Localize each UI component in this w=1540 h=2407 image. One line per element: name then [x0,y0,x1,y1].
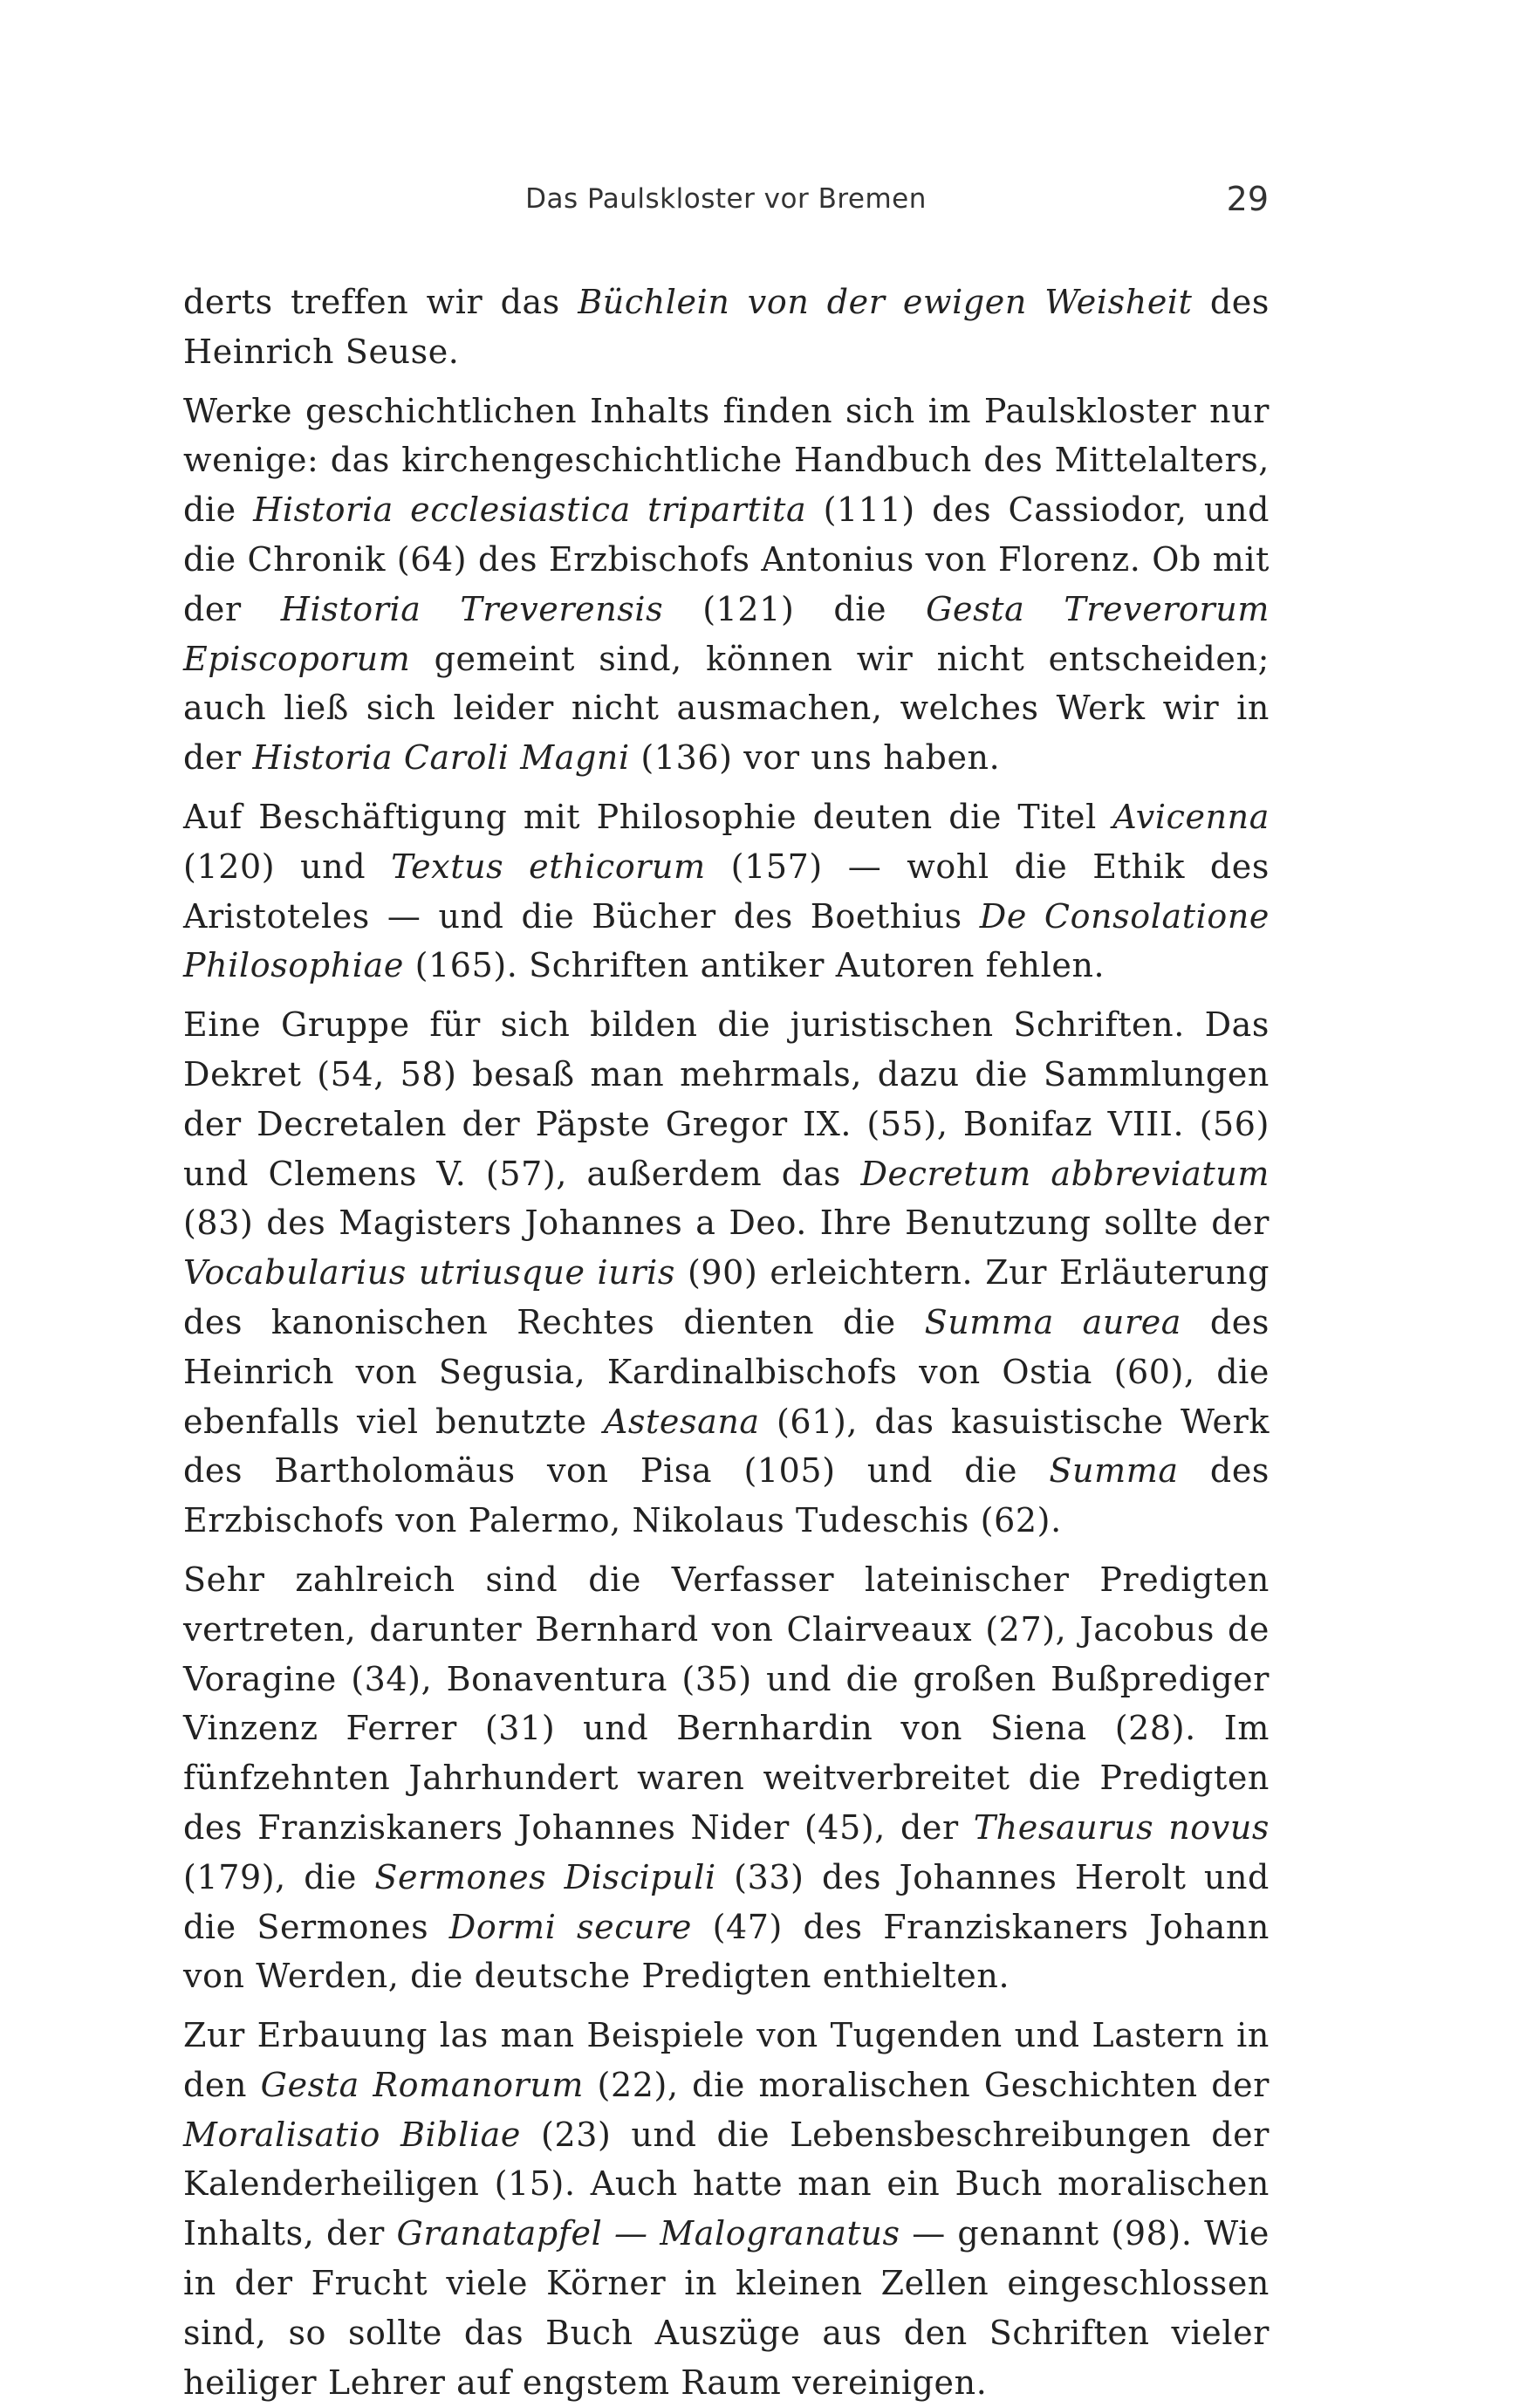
italic-title-text: Decretum abbreviatum [860,1154,1270,1193]
italic-title-text: De Consolatione Philosophiae [183,896,1270,985]
text-run: — genannt (98). Wie in der Frucht viele Körner in kleinen Zellen eingeschlossen sind, so sollte das Buch Auszüge aus den Schriften vieler heiliger Lehrer auf engstem Raum vereinigen. [183,2214,1270,2402]
text-run: Sehr zahlreich sind die Verfasser lateinischer Predigten vertreten, darunter Bernhard von Clairveaux (27), Jacobus de Voragine (34), Bonaventura (35) und die großen Bußprediger Vinzenz Ferrer (31) und Bernhardin von Siena (28). Im fünfzehnten Jahrhundert waren weitverbreitet die Predigten des Franziskaners Johannes Nider (45), der [183,1560,1270,1847]
text-run: derts treffen wir das [183,283,578,321]
text-run: (22), die moralischen Geschichten der [584,2065,1270,2104]
running-head [183,180,1269,227]
italic-title-text: Summa [1049,1451,1179,1491]
text-run: (157) — wohl die Ethik des Aristoteles — und die Bücher des Boethius [183,847,1270,936]
text-run: (179), die [183,1857,375,1896]
italic-title-text: Granatapfel — Malogranatus [396,2214,900,2253]
italic-title-text: Historia Caroli Magni [252,738,630,778]
running-title: Das Paulskloster vor Bremen [525,183,927,215]
italic-title-text: Dormi secure [448,1907,693,1946]
italic-title-text: Gesta Romanorum [260,2065,585,2104]
paragraph-2 [183,387,1270,783]
italic-title-text: Summa aurea [924,1302,1182,1341]
italic-title-text: Avicenna [1112,797,1270,836]
text-run: Werke geschichtlichen Inhalts finden sich im Paulskloster nur wenige: das kirchengeschichtliche Handbuch des Mittelalters, die [183,391,1270,530]
text-run: Zur Erbauung las man Beispiele von Tugenden und Lastern in den [183,2016,1270,2104]
text-run: (165). Schriften antiker Autoren fehlen. [403,946,1105,985]
text-run: (61), das kasuistische Werk des Bartholomäus von Pisa (105) und die [183,1402,1270,1491]
text-run: (23) und die Lebensbeschreibungen der Kalenderheiligen (15). Auch hatte man ein Buch moralischen Inhalts, der [183,2115,1270,2253]
paragraph-6 [183,2011,1270,2407]
body-text [183,278,1270,2407]
paragraph-3 [183,792,1270,991]
text-run: (136) vor uns haben. [629,738,1001,778]
italic-title-text: Büchlein von der ewigen Weisheit [578,283,1193,321]
paragraph-1 [183,278,1270,377]
text-run: des Heinrich Seuse. [183,283,1270,371]
italic-title-text: Vocabularius utriusque iuris [183,1253,675,1293]
text-run: (120) und [183,847,392,886]
italic-title-text: Textus ethicorum [391,847,706,886]
text-run: des Heinrich von Segusia, Kardinalbischofs von Ostia (60), die ebenfalls viel benutzte [183,1302,1270,1441]
italic-title-text: Sermones Discipuli [374,1857,716,1896]
italic-title-text: Gesta Treverorum Episcoporum [183,589,1270,678]
paragraph-5 [183,1555,1270,2001]
text-run: (33) des Johannes Herolt und die Sermones [183,1857,1270,1946]
italic-title-text: Moralisatio Bibliae [183,2115,522,2154]
italic-title-text: Historia ecclesiastica tripartita [253,490,807,530]
text-run: gemeint sind, können wir nicht entscheiden; auch ließ sich leider nicht ausmachen, welches Werk wir in der [183,639,1270,778]
text-run: (111) des Cassiodor, und die Chronik (64) des Erzbischofs Antonius von Florenz. Ob mit der [183,490,1270,628]
italic-title-text: Thesaurus novus [973,1807,1270,1847]
text-run: Eine Gruppe für sich bilden die juristischen Schriften. Das Dekret (54, 58) besaß man mehrmals, dazu die Sammlungen der Decretalen der Päpste Gregor IX. (55), Bonifaz VIII. (56) und Clemens V. (57), außerdem das [183,1005,1270,1193]
paragraph-4 [183,1000,1270,1546]
text-run: des Erzbischofs von Palermo, Nikolaus Tudeschis (62). [183,1451,1270,1540]
text-run: (90) erleichtern. Zur Erläuterung des kanonischen Rechtes dienten die [183,1253,1270,1341]
text-run: Auf Beschäftigung mit Philosophie deuten die Titel [183,797,1113,836]
text-run: (83) des Magisters Johannes a Deo. Ihre Benutzung sollte der [183,1204,1270,1243]
italic-title-text: Historia Treverensis [280,589,664,628]
text-run: (121) die [663,589,927,628]
page-number: 29 [1226,180,1269,218]
text-run: (47) des Franziskaners Johann von Werden, die deutsche Predigten enthielten. [183,1907,1270,1996]
italic-title-text: Astesana [603,1402,760,1441]
